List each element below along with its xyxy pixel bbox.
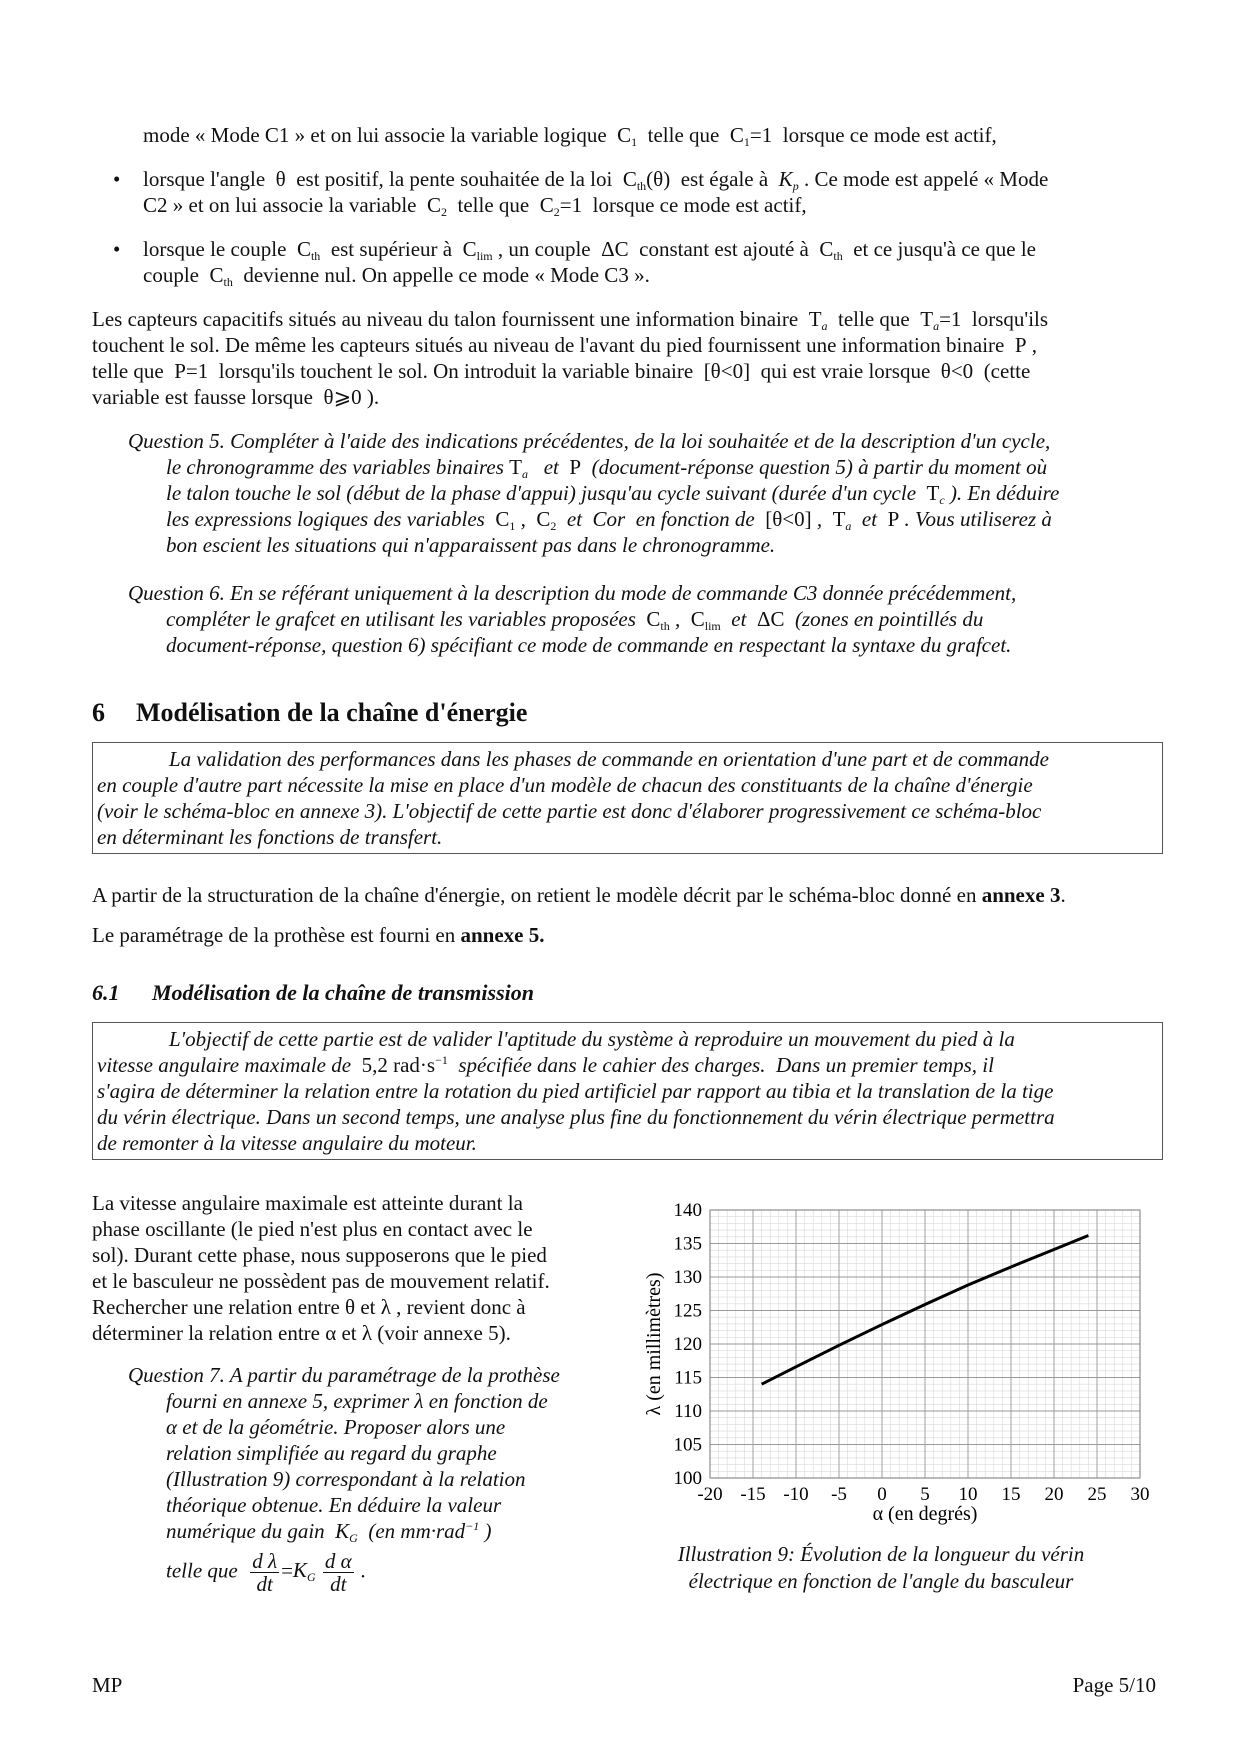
fraction-dalpha: $\frac{\text{d α}}{dt}$ (324, 1549, 352, 1596)
x-tick-label: -20 (697, 1484, 723, 1505)
x-tick-label: 10 (958, 1484, 978, 1505)
y-tick-label: 135 (673, 1233, 702, 1255)
figure-caption: Illustration 9: Évolution de la longueur du vérin électrique en fonction de l'angle du basculeur (677, 1542, 1085, 1593)
objective-box: La validation des performances dans les phases de commande en orientation d'une part et de commande en couple d'autre part nécessite la mise en place d'un modèle de chacun des constituants de la chaîne d'énergie (voir le schéma-bloc en annexe 3). L'objectif de cette partie est donc d'élaborer progressivement ce schéma-bloc en déterminant les fonctions de transfert. (92, 742, 1163, 854)
x-tick-label: -15 (740, 1484, 766, 1505)
y-tick-label: 140 (673, 1200, 702, 1221)
paragraph-vitesse: La vitesse angulaire maximale est atteinte durant la phase oscillante (le pied n'est plus en contact avec le sol). Durant cette phase, nous supposerons que le pied et le basculeur ne possèdent pas de mouvement relatif. Rechercher une relation entre θ et λ , revient donc à déterminer la relation entre α et λ (voir annexe 5). (92, 1191, 550, 1345)
y-tick-label: 115 (674, 1367, 702, 1389)
bullet-marker: • (113, 167, 121, 191)
x-tick-label: 0 (877, 1484, 887, 1505)
x-axis-label: α (en degrés) (872, 1503, 978, 1525)
page-number: Page 5/10 (1072, 1673, 1156, 1697)
x-tick-label: 20 (1044, 1484, 1064, 1505)
question-5: Question 5. Compléter à l'aide des indications précédentes, de la loi souhaitée et de la description d'un cycle, le chronogramme des variables binaires $T_a$ et P (document-réponse question 5) à partir du moment où le talon touche le sol (début de la phase d'appui) jusqu'au cycle suivant (durée d'un cycle $T_c$ ). En déduire les expressions logiques des variables $C_1$ , $C_2$ et Cor en fonction de [θ<0] , $T_a$ et P . Vous utiliserez à bon escient les situations qui n'apparaissent pas dans le chronogramme. (128, 429, 1060, 557)
x-tick-label: 30 (1130, 1484, 1150, 1505)
bullet-mode-c2: lorsque l'angle θ est positif, la pente souhaitée de la loi $C_{th}(\theta)$ est égale à $K_p$ . Ce mode est appelé « Mode C2 » et on lui associe la variable $C_2$ telle que $C_2=1$ lorsque ce mode est actif, (143, 167, 1049, 219)
question-7: Question 7. A partir du paramétrage de la prothèse fourni en annexe 5, exprimer λ en fonction de α et de la géométrie. Proposer alors une relation simplifiée au regard du graphe (Illustration 9) correspondant à la relation théorique obtenue. En déduire la valeur numérique du gain $K_G$ (en mm·rad$^{-1}$ ) telle que $\frac{\text{d λ}}{dt}$ $=K_G$ $\frac{\text{d α}}{dt}$ . (128, 1363, 560, 1596)
y-tick-label: 110 (674, 1401, 702, 1422)
x-tick-label: -10 (783, 1484, 809, 1505)
section-heading: 6 Modélisation de la chaîne d'énergie (92, 698, 528, 727)
question-6: Question 6. En se référant uniquement à la description du mode de commande C3 donnée précédemment, compléter le grafcet en utilisant les variables proposées $C_{th}$ , $C_{lim}$ et ΔC (zones en pointillés du document-réponse, question 6) spécifiant ce mode de commande en respectant la syntaxe du grafcet. (128, 581, 1017, 657)
x-tick-label: -5 (831, 1484, 847, 1505)
y-axis-label: λ (en millimètres) (643, 1272, 665, 1416)
y-tick-label: 120 (673, 1334, 702, 1355)
chart-grid (710, 1210, 1140, 1478)
footer-left: MP (92, 1673, 123, 1697)
paragraph-capteurs: Les capteurs capacitifs situés au niveau du talon fournissent une information binaire $T_a$ telle que $T_a=1$ lorsqu'ils touchent le sol. De même les capteurs situés au niveau de l'avant du pied fournissent une information binaire P , telle que P=1 lorsqu'ils touchent le sol. On introduit la variable binaire [θ<0] qui est vraie lorsque θ<0 (cette variable est fausse lorsque θ⩾0 ). (92, 307, 1049, 409)
subsection-heading: 6.1 Modélisation de la chaîne de transmission (92, 980, 534, 1005)
chart-axes (674, 1200, 1150, 1505)
x-tick-label: 15 (1001, 1484, 1021, 1505)
y-tick-label: 100 (673, 1468, 702, 1489)
objective-box-2: L'objectif de cette partie est de valider l'aptitude du système à reproduire un mouvement du pied à la vitesse angulaire maximale de 5,2 $rad\cdot s^{-1}$ spécifiée dans le cahier des charges. Dans un premier temps, il s'agira de déterminer la relation entre la rotation du pied artificiel par rapport au tibia et la translation de la tige du vérin électrique. Dans un second temps, une analyse plus fine du fonctionnement du vérin électrique permettra de remonter à la vitesse angulaire du moteur. (92, 1022, 1163, 1160)
fraction-dlambda: $\frac{\text{d λ}}{dt}$ (252, 1549, 278, 1596)
paragraph-parametrage: Le paramétrage de la prothèse est fourni en annexe 5. (92, 923, 545, 947)
chart-lambda-vs-alpha (640, 1198, 1160, 1538)
y-tick-label: 105 (673, 1434, 702, 1456)
y-tick-label: 125 (673, 1300, 702, 1322)
mode-c1-line: mode « Mode C1 » et on lui associe la variable logique $C_1$ telle que $C_1=1$ lorsque ce mode est actif, (143, 123, 997, 149)
bullet-marker: • (113, 237, 121, 261)
bullet-mode-c3: lorsque le couple $C_{th}$ est supérieur à $C_{lim}$ , un couple ΔC constant est ajouté à $C_{th}$ et ce jusqu'à ce que le couple $C_{th}$ devienne nul. On appelle ce mode « Mode C3 ». (143, 237, 1036, 289)
x-tick-label: 25 (1087, 1484, 1107, 1505)
y-tick-label: 130 (673, 1267, 702, 1288)
paragraph-structuration: A partir de la structuration de la chaîne d'énergie, on retient le modèle décrit par le schéma-bloc donné en annexe 3. (92, 883, 1066, 907)
x-tick-label: 5 (920, 1484, 930, 1505)
